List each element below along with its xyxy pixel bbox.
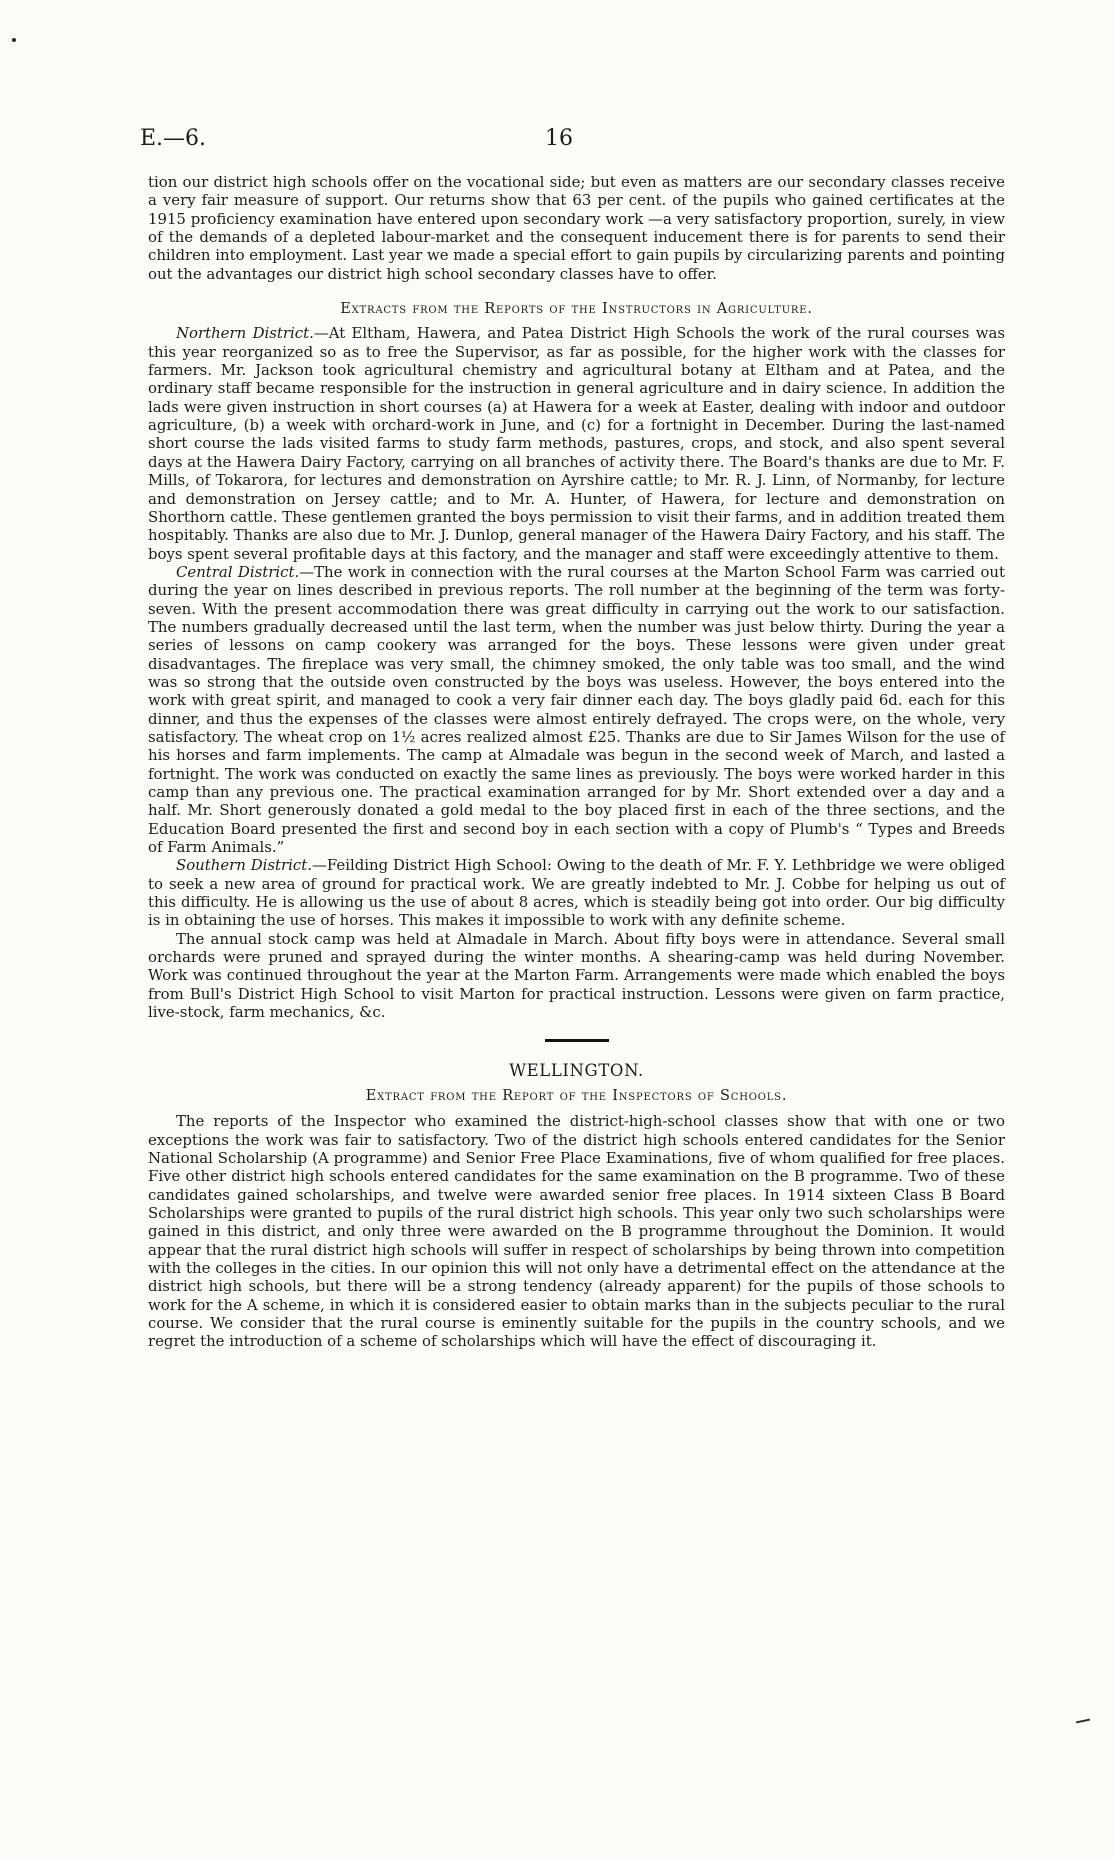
section-divider [545,1039,609,1042]
margin-mark [1076,1719,1090,1724]
body-text [148,173,1005,1351]
southern-district-paragraph [148,856,1005,929]
southern-district-label: Southern District. [176,856,312,875]
agriculture-heading: Extracts from the Reports of the Instructors in Agriculture. [340,301,813,318]
intro-paragraph: tion our district high schools offer on the vocational side; but even as matters are our secondary classes receive a very fair measure of support. Our returns show that 63 per cent. of the pupils who gained certificates at the 1915 proficiency examination have entered upon secondary work —a very satisfactory proportion, surely, in view of the demands of a depleted labour-market and the consequent inducement there is for parents to send their children into employment. Last year we made a special effort to gain pupils by circularizing parents and pointing out the advantages our district high school secondary classes have to offer. [148,173,1005,283]
wellington-paragraph: The reports of the Inspector who examined the district-high-school classes show that with one or two exceptions the work was fair to satisfactory. Two of the district high schools entered candidates for the Senior National Scholarship (A programme) and Senior Free Place Examinations, five of whom qualified for free places. Five other district high schools entered candidates for the same examination on the B programme. Two of these candidates gained scholarships, and twelve were awarded senior free places. In 1914 sixteen Class B Board Scholarships were granted to pupils of the rural district high schools. This year only two such scholarships were gained in this district, and only three were awarded on the B programme throughout the Dominion. It would appear that the rural district high schools will suffer in respect of scholarships by being thrown into competition with the colleges in the cities. In our opinion this will not only have a detrimental effect on the attendance at the district high schools, but there will be a strong tendency (already apparent) for the pupils of those schools to work for the A scheme, in which it is considered easier to obtain marks than in the subjects peculiar to the rural course. We consider that the rural course is eminently suitable for the pupils in the country schools, and we regret the introduction of a scheme of scholarships which will have the effect of discouraging it. [148,1112,1005,1351]
northern-district-text: —At Eltham, Hawera, and Patea District High Schools the work of the rural courses was this year reorganized so as to free the Supervisor, as far as possible, for the higher work with the classes for farmers. Mr. Jackson took agricultural chemistry and agricultural botany at Eltham and at Patea, and the ordinary staff became responsible for the instruction in general agriculture and in dairy science. In addition the lads were given instruction in short courses (a) at Hawera for a week at Easter, dealing with indoor and outdoor agriculture, (b) a week with orchard-work in June, and (c) for a fortnight in December. During the last-named short course the lads visited farms to study farm methods, pastures, crops, and stock, and also spent several days at the Hawera Dairy Factory, carrying on all branches of activity there. The Board's thanks are due to Mr. F. Mills, of Tokarora, for lectures and demonstration on Ayrshire cattle; to Mr. R. J. Linn, of Normanby, for lecture and demonstration on Jersey cattle; and to Mr. A. Hunter, of Hawera, for lecture and demonstration on Shorthorn cattle. These gentlemen granted the boys permission to visit their farms, and in addition treated them hospitably. Thanks are also due to Mr. J. Dunlop, general manager of the Hawera Dairy Factory, and his staff. The boys spent several profitable days at this factory, and the manager and staff were exceedingly attentive to them. [148,324,1005,563]
northern-district-paragraph [148,324,1005,562]
page-header [140,126,1020,156]
scan-speck-mark [12,38,16,42]
inspectors-subheading: Extract from the Report of the Inspectors of Schools. [365,1087,788,1104]
central-district-text: —The work in connection with the rural courses at the Marton School Farm was carried out during the year on lines described in previous reports. The roll number at the beginning of the term was forty-seven. With the present accommodation there was great difficulty in carrying out the work to our satisfaction. The numbers gradually decreased until the last term, when the number was just below thirty. During the year a series of lessons on camp cookery was arranged for the boys. These lessons were given under great disadvantages. The fireplace was very small, the chimney smoked, the only table was too small, and the wind was so strong that the outside oven constructed by the boys was useless. However, the boys entered into the work with great spirit, and managed to cook a very fair dinner each day. The boys gladly paid 6d. each for this dinner, and thus the expenses of the classes were almost entirely defrayed. The crops were, on the whole, very satisfactory. The wheat crop on 1½ acres realized almost £25. Thanks are due to Sir James Wilson for the use of his horses and farm implements. The camp at Almadale was begun in the second week of March, and lasted a fortnight. The work was conducted on exactly the same lines as previously. The boys were worked harder in this camp than any previous one. The practical examination arranged for by Mr. Short extended over a day and a half. Mr. Short generously donated a gold medal to the boy placed first in each of the three sections, and the Education Board presented the first and second boy in each section with a copy of Plumb's “ Types and Breeds of Farm Animals.” [148,562,1005,857]
southern-district-text: —Feilding District High School: Owing to the death of Mr. F. Y. Lethbridge we were obliged to seek a new area of ground for practical work. We are greatly indebted to Mr. J. Cobbe for helping us out of this difficulty. He is allowing us the use of about 8 acres, which is steadily being got into order. Our big difficulty is in obtaining the use of horses. This makes it impossible to work with any definite scheme. [148,856,1005,930]
northern-district-label: Northern District. [176,324,314,343]
central-district-label: Central District. [176,562,300,581]
southern-district-continued: The annual stock camp was held at Almadale in March. About fifty boys were in attendance. Several small orchards were pruned and sprayed during the winter months. A shearing-camp was held during November. Work was continued throughout the year at the Marton Farm. Arrangements were made which enabled the boys from Bull's District High School to visit Marton for practical instruction. Lessons were given on farm practice, live-stock, farm mechanics, &c. [148,929,1005,1022]
page-number: 16 [545,126,573,151]
wellington-title: WELLINGTON. [509,1061,644,1081]
central-district-paragraph [148,563,1005,857]
document-reference: E.—6. [140,126,207,151]
